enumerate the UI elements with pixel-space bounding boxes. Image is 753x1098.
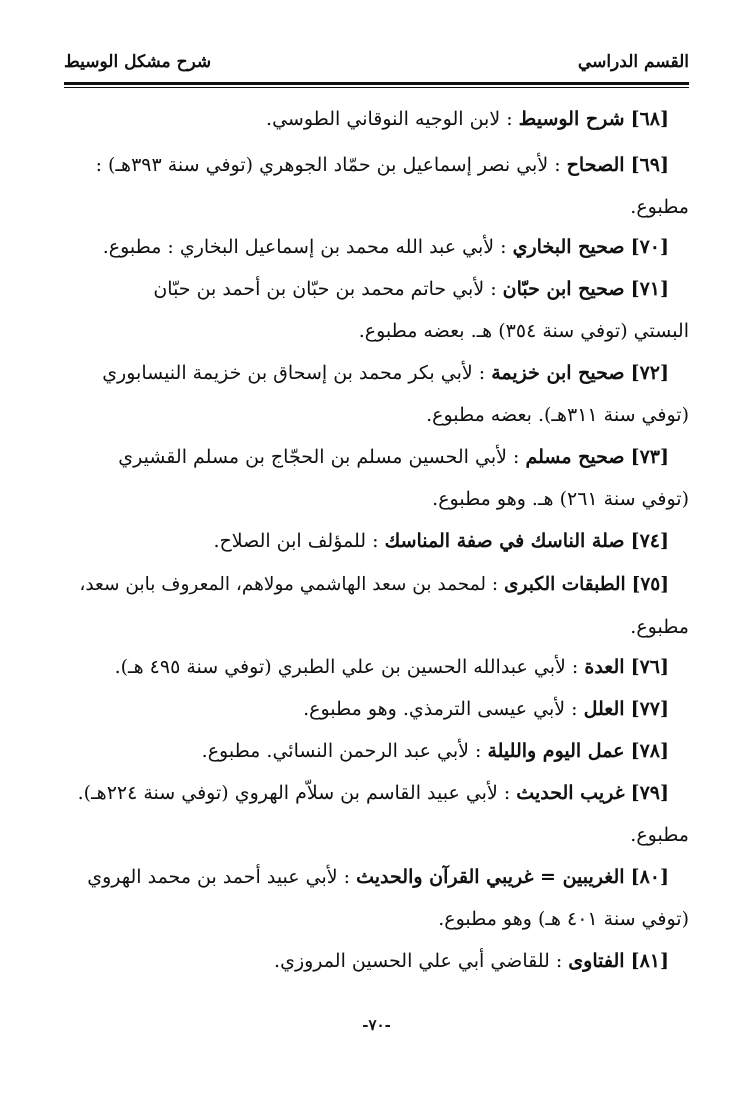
header-rule-thick <box>64 82 689 85</box>
entry-75-cont: مطبوع. <box>630 616 689 638</box>
book-title: شرح مشكل الوسيط <box>64 52 212 72</box>
section-title: القسم الدراسي <box>577 52 689 72</box>
entry-79-cont: مطبوع. <box>630 824 689 846</box>
entry-81: [٨١] الفتاوى : للقاضي أبي علي الحسين المروزي. <box>274 950 669 972</box>
entry-70: [٧٠] صحيح البخاري : لأبي عبد الله محمد بن إسماعيل البخاري : مطبوع. <box>102 236 669 258</box>
entry-80-cont: (توفي سنة ٤٠١ هـ) وهو مطبوع. <box>438 908 689 930</box>
entry-75: [٧٥] الطبقات الكبرى : لمحمد بن سعد الهاشمي مولاهم، المعروف بابن سعد، <box>79 574 669 595</box>
running-header <box>64 46 689 88</box>
entry-77: [٧٧] العلل : لأبي عيسى الترمذي. وهو مطبوع. <box>303 698 669 720</box>
entry-72-cont: (توفي سنة ٣١١هـ). بعضه مطبوع. <box>426 404 689 426</box>
entry-80: [٨٠] الغريبين = غريبي القرآن والحديث : لأبي عبيد أحمد بن محمد الهروي <box>87 866 669 888</box>
entry-68: [٦٨] شرح الوسيط : لابن الوجيه النوقاني الطوسي. <box>266 108 669 130</box>
entry-73-cont: (توفي سنة ٢٦١) هـ. وهو مطبوع. <box>432 488 689 510</box>
entry-78: [٧٨] عمل اليوم والليلة : لأبي عبد الرحمن النسائي. مطبوع. <box>201 740 669 762</box>
header-rule-thin <box>64 87 689 88</box>
entry-74: [٧٤] صلة الناسك في صفة المناسك : للمؤلف ابن الصلاح. <box>213 530 669 552</box>
entry-71-cont: البستي (توفي سنة ٣٥٤) هـ. بعضه مطبوع. <box>358 320 689 342</box>
entry-73: [٧٣] صحيح مسلم : لأبي الحسين مسلم بن الحجّاج بن مسلم القشيري <box>118 446 669 468</box>
entry-72: [٧٢] صحيح ابن خزيمة : لأبي بكر محمد بن إسحاق بن خزيمة النيسابوري <box>102 362 669 384</box>
entry-79: [٧٩] غريب الحديث : لأبي عبيد القاسم بن سلاّم الهروي (توفي سنة ٢٢٤هـ). <box>77 782 669 804</box>
entry-69: [٦٩] الصحاح : لأبي نصر إسماعيل بن حمّاد الجوهري (توفي سنة ٣٩٣هـ) : <box>95 154 669 176</box>
entry-71: [٧١] صحيح ابن حبّان : لأبي حاتم محمد بن حبّان بن أحمد بن حبّان <box>153 278 669 300</box>
page-number: -٧٠- <box>362 1016 391 1034</box>
entry-69-cont: مطبوع. <box>630 196 689 218</box>
entry-76: [٧٦] العدة : لأبي عبدالله الحسين بن علي الطبري (توفي سنة ٤٩٥ هـ). <box>114 656 669 678</box>
